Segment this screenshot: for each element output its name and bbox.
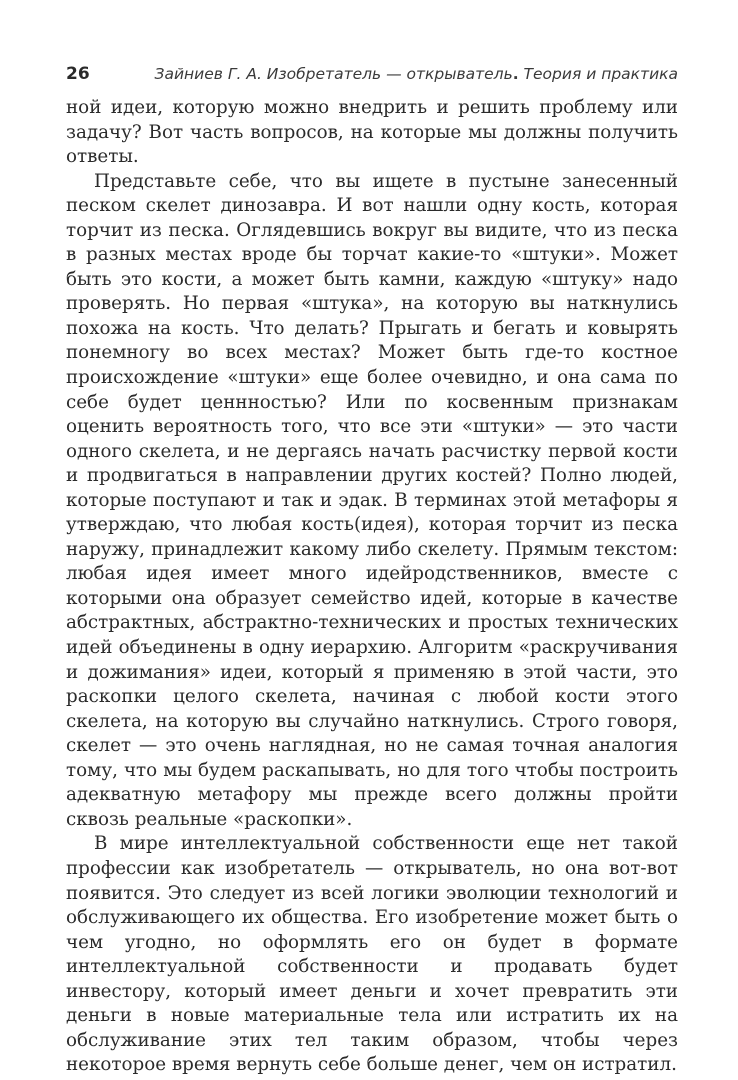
page-header bbox=[66, 64, 678, 90]
body-text bbox=[66, 96, 678, 1078]
paragraph-dinosaur-metaphor: Представьте себе, что вы ищете в пустыне занесенный песком скелет динозавра. И вот нашли одну кость, которая торчит из песка. Оглядевшись вокруг вы видите, что из песка в разных местах вроде бы торчат какие-то «штуки». Может быть это кости, а может быть камни, каждую «штуку» надо проверять. Но первая «штука», на которую вы наткнулись похожа на кость. Что делать? Прыгать и бегать и ковырять понемногу во всех местах? Может быть где-то костное происхождение «штуки» еще более очевидно, и она сама по себе будет ценнностью? Или по косвенным признакам оценить вероятность того, что все эти «штуки» — это части одного скелета, и не дергаясь начать расчистку первой кости и продвигаться в направлении других костей? Полно людей, которые поступают и так и эдак. В терминах этой метафоры я утверждаю, что любая кость(идея), которая торчит из песка наружу, принадлежит какому либо скелету. Прямым текстом: любая идея имеет много идейродственников, вместе с которыми она образует семейство идей, которые в качестве абстрактных, абстрактно-технических и простых технических идей объединены в одну иерархию. Алгоритм «раскручивания и дожимания» идеи, который я применяю в этой части, это раскопки целого скелета, начиная с любой кости этого скелета, на которую вы случайно наткнулись. Строго говоря, скелет — это очень наглядная, но не самая точная аналогия тому, что мы будем раскапывать, но для того чтобы построить адекватную метафору мы прежде всего должны пройти сквозь реальные «раскопки». bbox=[66, 170, 678, 830]
running-title-main: Зайниев Г. А. Изобретатель — открыватель bbox=[154, 65, 513, 83]
paragraph-inventor-profession: В мире интеллектуальной собственности еще нет такой профессии как изобретатель — открыватель, но она вот-вот появится. Это следует из всей логики эволюции технологий и обслуживающего их общества. Его изобретение может быть о чем угодно, но оформлять его он будет в формате интеллектуальной собственности и продавать будет инвестору, который имеет деньги и хочет превратить эти деньги в новые материальные тела или истратить их на обслуживание этих тел таким образом, чтобы через некоторое время вернуть себе больше денег, чем он истратил. bbox=[66, 833, 678, 1076]
running-title-tail: Теория и практика bbox=[518, 65, 678, 83]
running-title-separator: . bbox=[512, 65, 519, 83]
running-title bbox=[155, 65, 678, 83]
paragraph-continuation: ной идеи, которую можно внедрить и решить проблему или задачу? Вот часть вопросов, на которые мы должны получить ответы. bbox=[66, 97, 678, 168]
page-number: 26 bbox=[66, 64, 90, 84]
